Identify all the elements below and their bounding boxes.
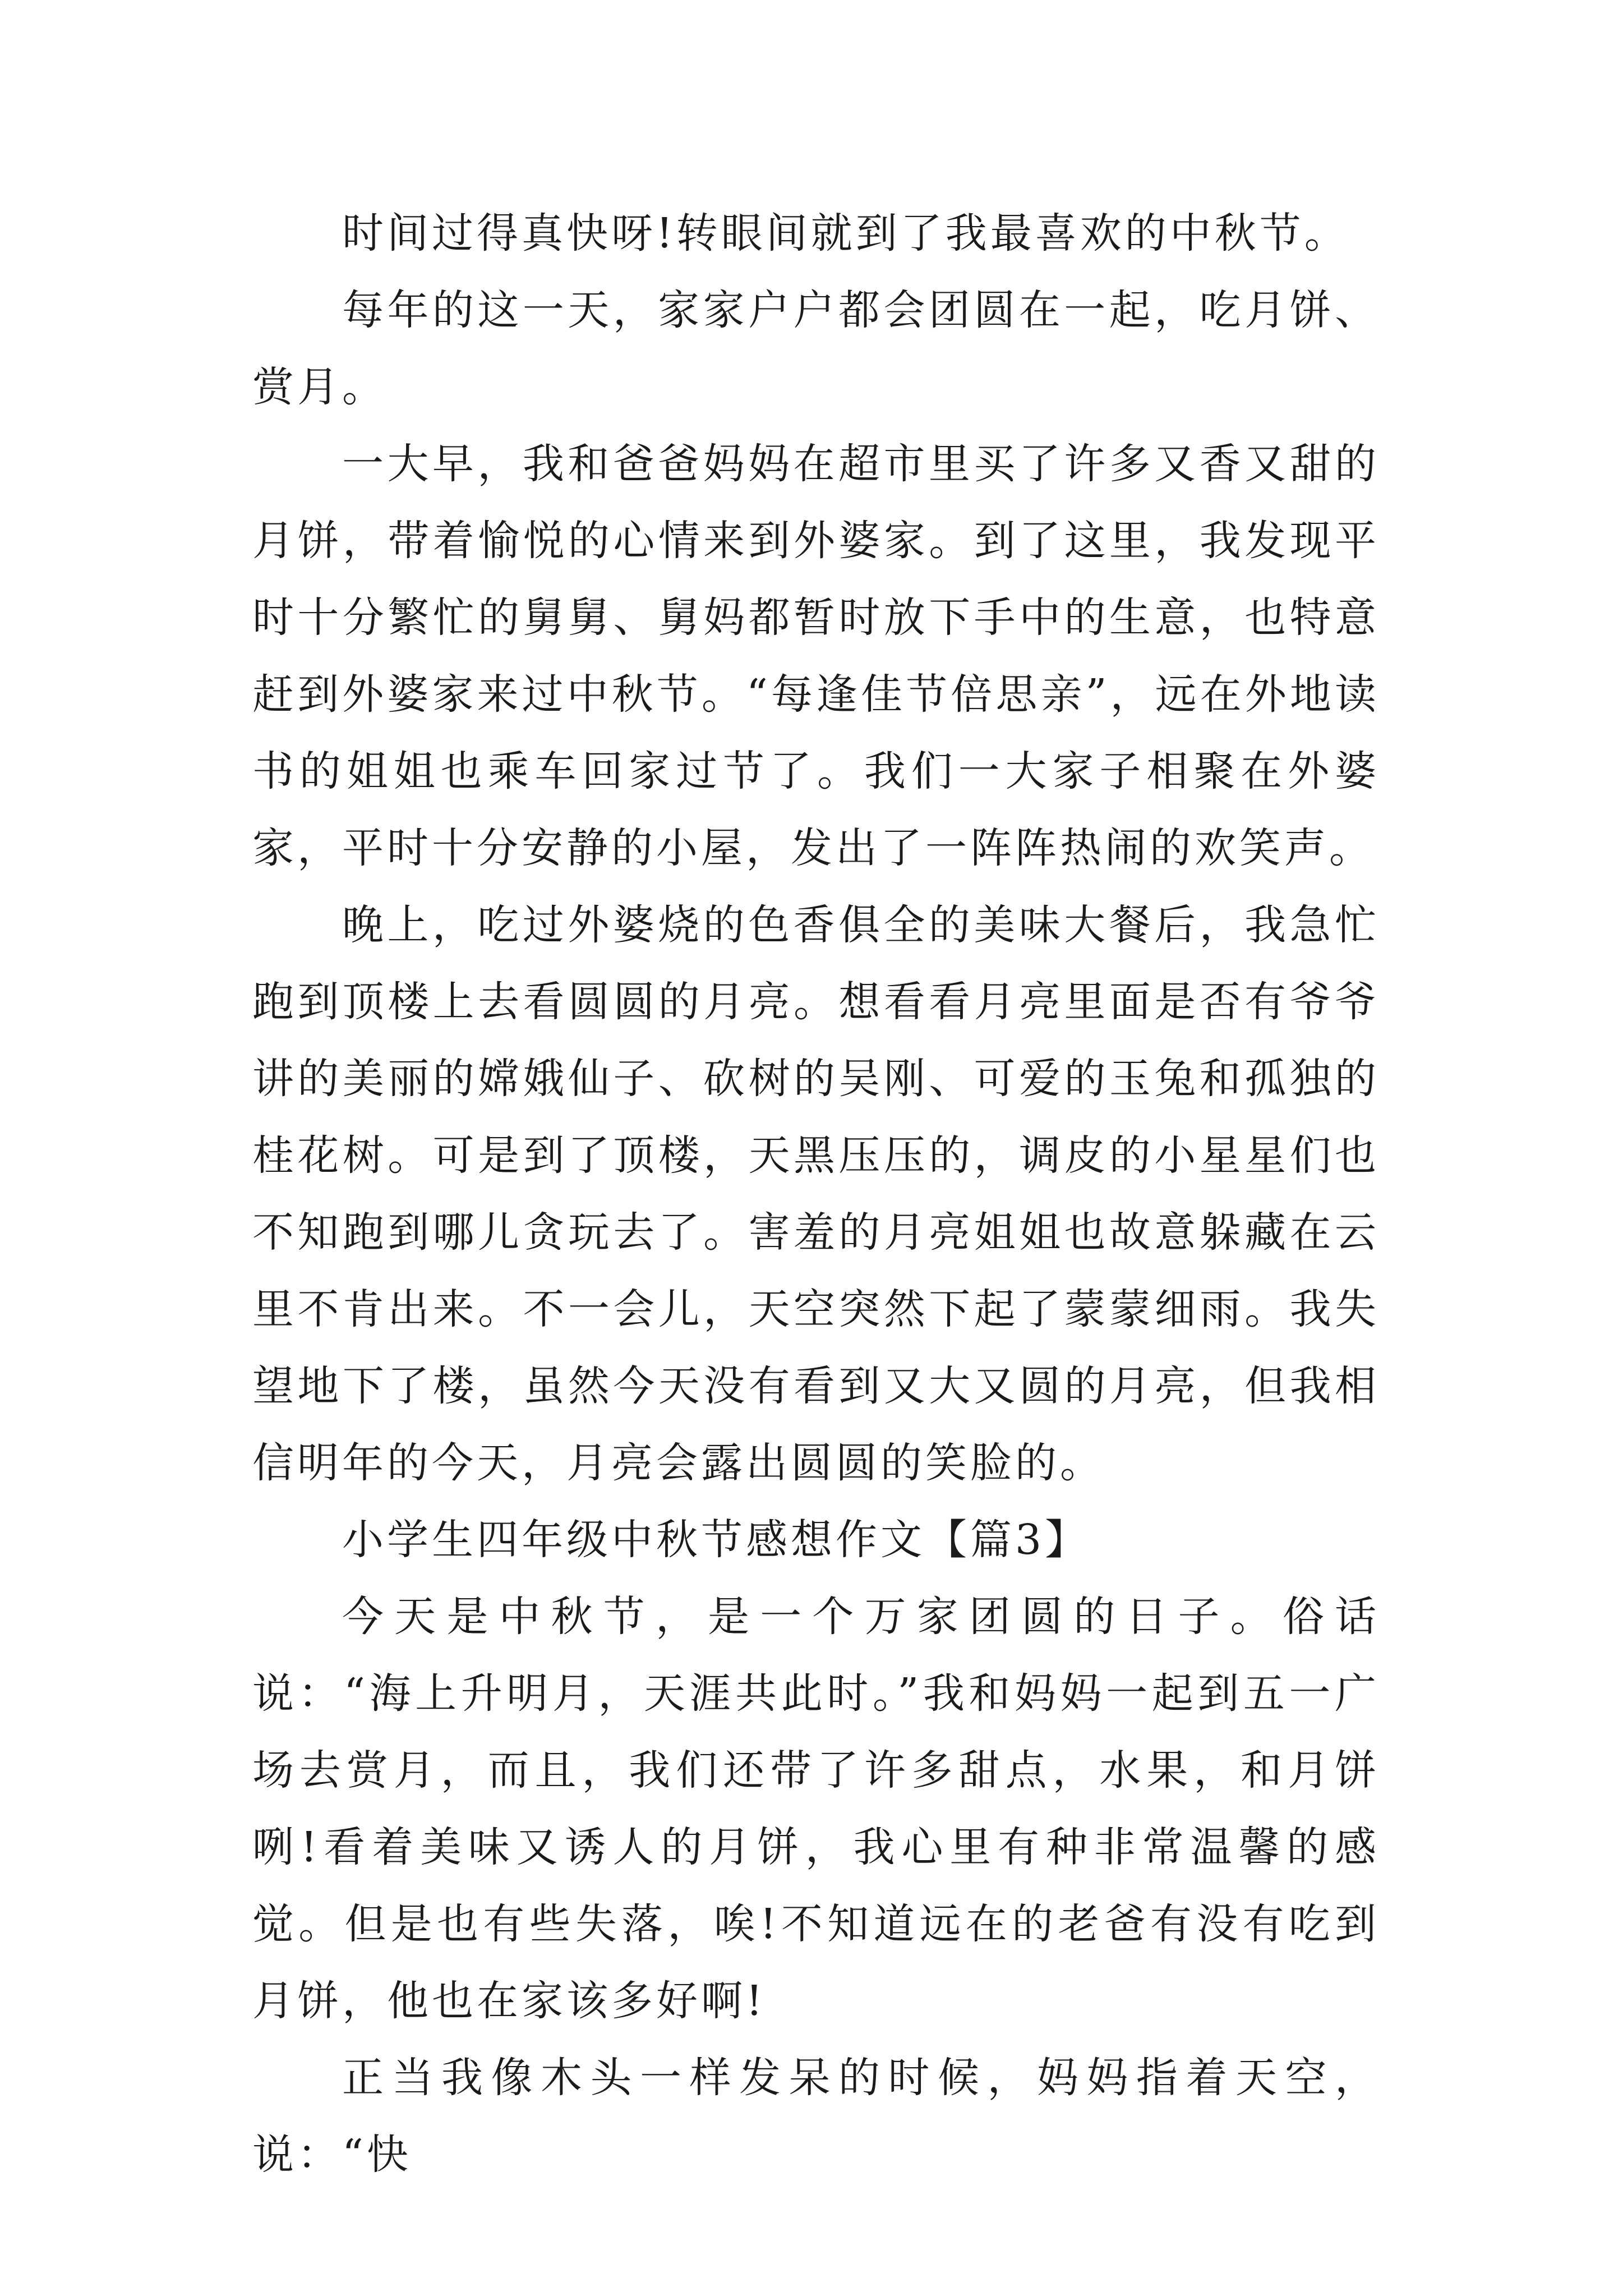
paragraph-continued: 正当我像木头一样发呆的时候，妈妈指着天空，说：“快 xyxy=(252,2054,1380,2179)
paragraph-today: 今天是中秋节，是一个万家团圆的日子。俗话说：“海上升明月，天涯共此时。”我和妈妈一起到五一广场去赏月，而且，我们还带了许多甜点，水果，和月饼咧!看着美味又诱人的月饼，我心里有种非常温馨的感觉。但是也有些失落，唉!不知道远在的老爸有没有吃到月饼，他也在家该多好啊! xyxy=(252,1593,1380,2025)
section-heading: 小学生四年级中秋节感想作文【篇3】 xyxy=(342,1516,1090,1564)
paragraph-evening: 晚上，吃过外婆烧的色香俱全的美味大餐后，我急忙跑到顶楼上去看圆圆的月亮。想看看月亮里面是否有爷爷讲的美丽的嫦娥仙子、砍树的吴刚、可爱的玉兔和孤独的桂花树。可是到了顶楼，天黑压压的，调皮的小星星们也不知跑到哪儿贪玩去了。害羞的月亮姐姐也故意躲藏在云里不肯出来。不一会儿，天空突然下起了蒙蒙细雨。我失望地下了楼，虽然今天没有看到又大又圆的月亮，但我相信明年的今天，月亮会露出圆圆的笑脸的。 xyxy=(252,901,1380,1487)
paragraph-reunion: 每年的这一天，家家户户都会团圆在一起，吃月饼、赏月。 xyxy=(252,286,1380,411)
paragraph-morning: 一大早，我和爸爸妈妈在超市里买了许多又香又甜的月饼，带着愉悦的心情来到外婆家。到了这里，我发现平时十分繁忙的舅舅、舅妈都暂时放下手中的生意，也特意赶到外婆家来过中秋节。“每逢佳节倍思亲”，远在外地读书的姐姐也乘车回家过节了。我们一大家子相聚在外婆家，平时十分安静的小屋，发出了一阵阵热闹的欢笑声。 xyxy=(252,440,1380,872)
essay-body xyxy=(252,195,1380,2193)
paragraph-intro: 时间过得真快呀!转眼间就到了我最喜欢的中秋节。 xyxy=(342,209,1349,257)
